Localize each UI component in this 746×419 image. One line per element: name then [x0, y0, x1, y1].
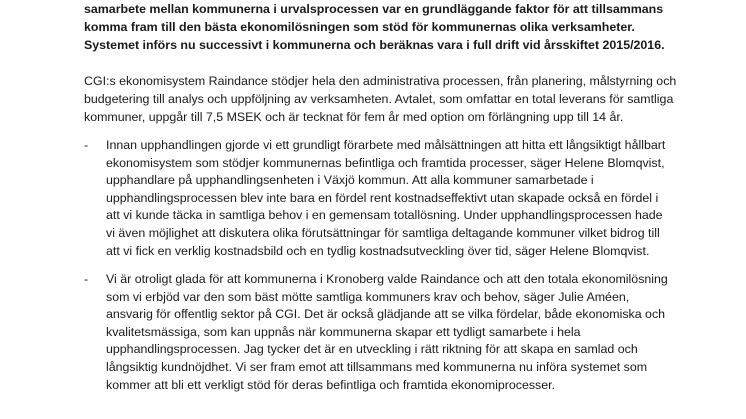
quote-text	[106, 271, 726, 394]
paragraph-line: CGI:s ekonomisystem Raindance stödjer hela den administrativa processen, från planering, målstyrning och	[84, 74, 677, 88]
quote-line: som vi erbjöd var den som bäst mötte samtliga kommuners krav och behov, säger Julie Améen,	[106, 289, 630, 304]
quote-line: Vi är otroligt glada för att kommunerna i Kronoberg valde Raindance och att den totala ekonomilösning	[106, 272, 668, 286]
quote-line: upphandlare på upphandlingsenheten i Växjö kommun. Att alla kommuner samarbetade i	[106, 173, 594, 188]
bullet-dash: -	[84, 272, 89, 286]
quote-line: Innan upphandlingen gjorde vi ett grundligt förarbete med målsättningen att hitta ett långsiktigt hållbart	[106, 138, 666, 152]
body-paragraph	[84, 72, 724, 127]
quote-line: ansvarig för offentlig sektor på CGI. Det är också glädjande att se vilka fördelar, både ekonomiska och	[106, 307, 666, 322]
quote-line: kommer att bli ett verkligt stöd för deras befintliga och framtida ekonomiprocesser.	[106, 377, 556, 392]
quote-line: att vi fick en verklig kostnadsbild och en tydlig kostnadsutveckling över tid, säger Helene Blomqvist.	[106, 243, 650, 258]
paragraph-line: kommuner, uppgår till 7,5 MSEK och är tecknat för fem år med option om förlängning upp till 14 år.	[84, 110, 624, 125]
lead-line: komma fram till den bästa ekonomilösningen som stöd för kommunernas olika verksamheter.	[84, 20, 635, 35]
lead-paragraph	[84, 0, 724, 55]
quote-line: långsiktig kundnöjdhet. Vi ser fram emot att tillsammans med kommunerna nu införa systemet som	[106, 359, 648, 374]
lead-line: samarbete mellan kommunerna i urvalsprocessen var en grundläggande faktor för att tillsammans	[84, 2, 664, 16]
quote-line: upphandlingsprocessen. Jag tycker det är en utveckling i rätt riktning för att skapa en samlad och	[106, 342, 638, 357]
quote-line: att vi kunde täcka in samtliga behov i en gemensam totallösning. Under upphandlingsprocessen hade	[106, 208, 663, 223]
quote-line: vi även möjlighet att diskutera olika förutsättningar för samtliga deltagande kommuner vilket bidrog till	[106, 225, 660, 240]
lead-line: Systemet införs nu successivt i kommunerna och beräknas vara i full drift vid årsskiftet 2015/2016.	[84, 38, 665, 53]
paragraph-line: budgetering till analys och uppföljning av verksamheten. Avtalet, som omfattar en total leverans för samtliga	[84, 92, 674, 107]
quote-text	[106, 137, 726, 260]
quote-line: upphandlingsprocessen blev inte bara en fördel rent kostnadseffektivt utan skapade också en fördel i	[106, 190, 659, 205]
quote-line: kvalitetsmässiga, som kan uppnås när kommunerna skapar ett tydligt samarbete i hela	[106, 324, 581, 339]
bullet-dash: -	[84, 138, 89, 152]
quote-line: ekonomisystem som stödjer kommunernas befintliga och framtida processer, säger Helene Blomqvist,	[106, 155, 665, 170]
